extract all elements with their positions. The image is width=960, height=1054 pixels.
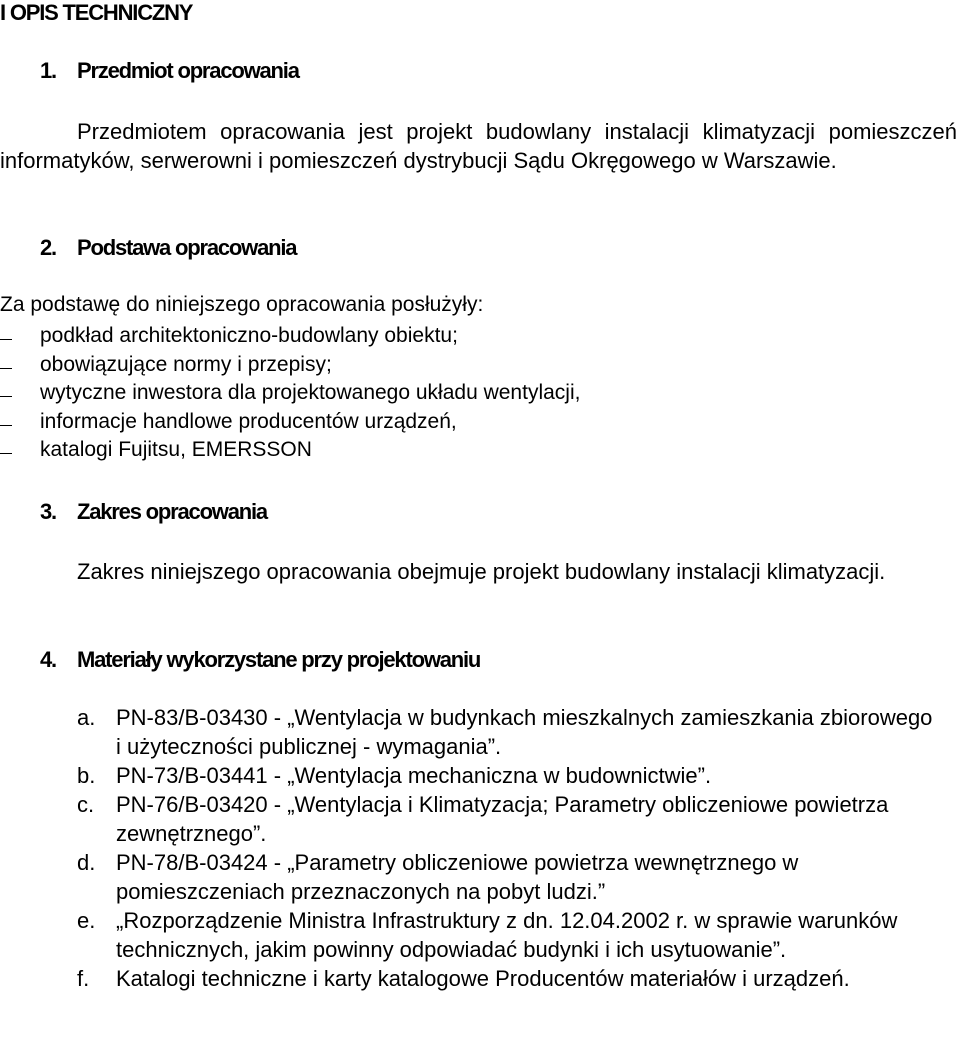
- section-heading-1: [40, 58, 299, 84]
- dash-bullet-icon: [0, 425, 12, 426]
- section-heading-3: [40, 499, 267, 525]
- dash-bullet-icon: [0, 396, 12, 397]
- materials-list: [77, 703, 937, 993]
- section-3-paragraph: [0, 557, 957, 586]
- section-title: Przedmiot opracowania: [77, 58, 299, 83]
- section-title: Materiały wykorzystane przy projektowaniu: [77, 647, 481, 672]
- paragraph-text: Przedmiotem opracowania jest projekt budowlany instalacji klimatyzacji pomieszczeń informatyków, serwerowni i pomieszczeń dystrybucji Sądu Okręgowego w Warszawie.: [0, 119, 957, 173]
- section-number: 2.: [40, 235, 56, 260]
- list-item-letter: c.: [77, 792, 95, 817]
- list-item-text: PN-83/B-03430 - „Wentylacja w budynkach mieszkalnych zamieszkania zbiorowego i użyteczności publicznej - wymagania”.: [116, 705, 933, 759]
- document-title: I OPIS TECHNICZNY: [0, 0, 193, 25]
- section-number: 1.: [40, 58, 56, 83]
- list-item-text: informacje handlowe producentów urządzeń,: [40, 409, 457, 433]
- list-item-text: „Rozporządzenie Ministra Infrastruktury z dn. 12.04.2002 r. w sprawie warunków technicznych, jakim powinny odpowiadać budynki i ich usytuowanie”.: [116, 908, 898, 962]
- list-item: [77, 790, 937, 848]
- list-item: [77, 848, 937, 906]
- section-heading-4: [40, 647, 480, 673]
- list-item-text: PN-78/B-03424 - „Parametry obliczeniowe powietrza wewnętrznego w pomieszczeniach przeznaczonych na pobyt ludzi.”: [116, 850, 799, 904]
- list-item-letter: b.: [77, 763, 96, 788]
- paragraph-text: Zakres niniejszego opracowania obejmuje projekt budowlany instalacji klimatyzacji.: [77, 559, 886, 584]
- section-title: Podstawa opracowania: [77, 235, 297, 260]
- section-heading-2: [40, 235, 296, 261]
- section-1-paragraph: [0, 117, 957, 175]
- list-item-text: katalogi Fujitsu, EMERSSON: [40, 438, 312, 461]
- list-item-text: PN-76/B-03420 - „Wentylacja i Klimatyzacja; Parametry obliczeniowe powietrza zewnętrznego”.: [116, 792, 889, 846]
- list-item-text: podkład architektoniczno-budowlany obiektu;: [40, 324, 458, 347]
- dash-bullet-icon: [0, 368, 12, 369]
- section-number: 4.: [40, 647, 56, 672]
- list-item-letter: e.: [77, 908, 96, 933]
- list-item-text: obowiązujące normy i przepisy;: [40, 352, 332, 376]
- dash-bullet-icon: [0, 453, 12, 454]
- section-number: 3.: [40, 499, 56, 524]
- list-item: [77, 703, 937, 761]
- list-item-letter: a.: [77, 705, 96, 730]
- list-item: [77, 906, 937, 964]
- list-item-text: wytyczne inwestora dla projektowanego układu wentylacji,: [40, 381, 581, 404]
- list-item-letter: f.: [77, 966, 90, 991]
- list-item-text: PN-73/B-03441 - „Wentylacja mechaniczna w budownictwie”.: [116, 763, 712, 788]
- dash-bullet-icon: [0, 339, 12, 340]
- list-item-letter: d.: [77, 850, 96, 875]
- list-item-text: Katalogi techniczne i karty katalogowe Producentów materiałów i urządzeń.: [116, 966, 850, 991]
- section-2-intro: Za podstawę do niniejszego opracowania posłużyły:: [0, 293, 484, 316]
- section-title: Zakres opracowania: [77, 499, 267, 524]
- list-item: [77, 964, 937, 993]
- list-item: [77, 761, 937, 790]
